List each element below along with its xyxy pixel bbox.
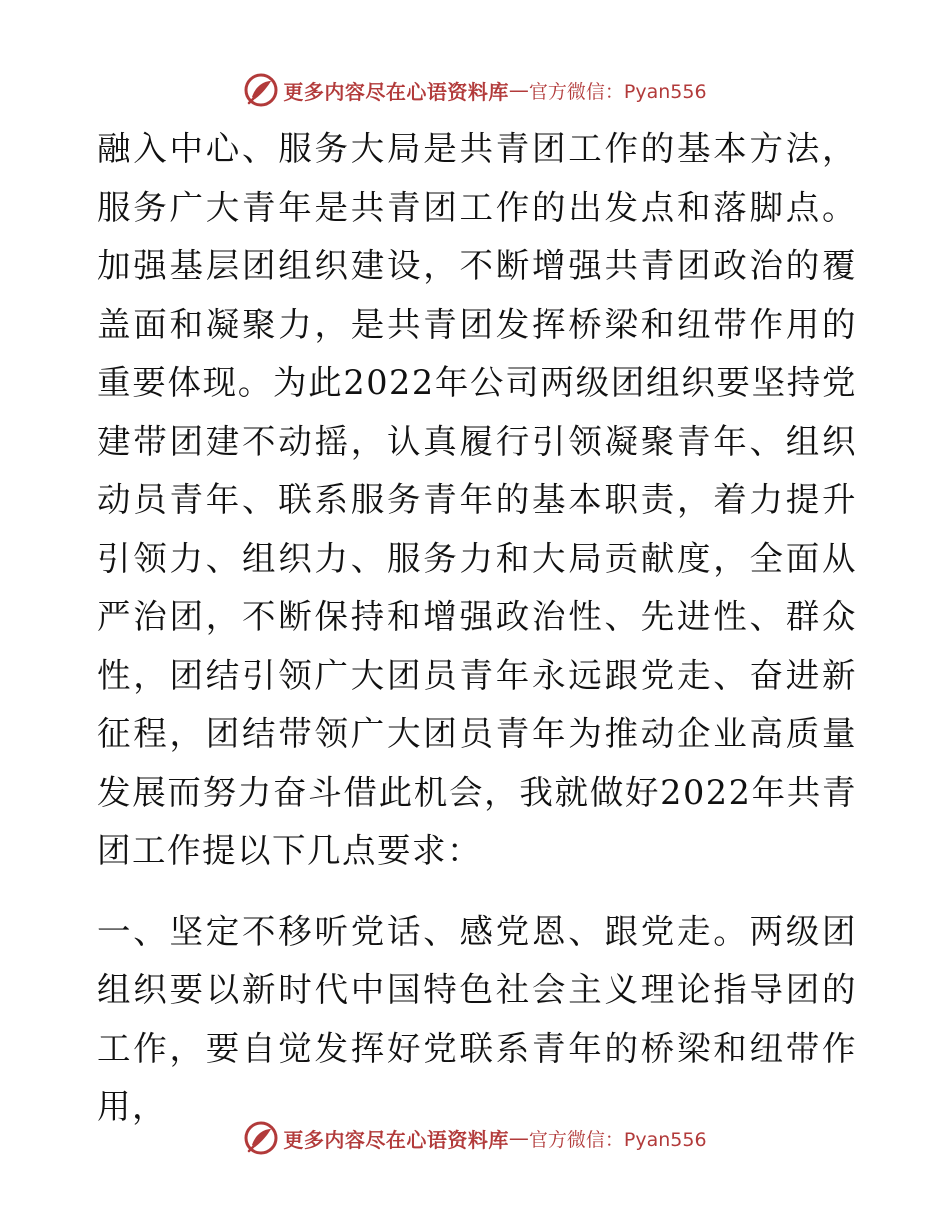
paragraph-intro: 融入中心、服务大局是共青团工作的基本方法，服务广大青年是共青团工作的出发点和落脚点。加强基层团组织建设，不断增强共青团政治的覆盖面和凝聚力，是共青团发挥桥梁和纽带作用的重要体现。为此2022年公司两级团组织要坚持党建带团建不动摇，认真履行引领凝聚青年、组织动员青年、联系服务青年的基本职责，着力提升引领力、组织力、服务力和大局贡献度，全面从严治团，不断保持和增强政治性、先进性、群众性，团结引领广大团员青年永远跟党走、奋进新征程，团结带领广大团员青年为推动企业高质量发展而努力奋斗借此机会，我就做好2022年共青团工作提以下几点要求： <box>97 129 857 870</box>
banner-separator: — <box>508 1126 529 1150</box>
header-banner <box>0 70 950 110</box>
banner-separator: — <box>508 78 529 102</box>
document-body <box>97 120 857 1137</box>
seal-logo-icon <box>243 72 279 108</box>
paragraph-spacer <box>97 881 857 903</box>
paragraph-section-one: 一、坚定不移听党话、感党恩、跟党走。两级团组织要以新时代中国特色社会主义理论指导团的工作，要自觉发挥好党联系青年的桥梁和纽带作用， <box>97 911 857 1126</box>
banner-wechat-text: 官方微信：Pyan556 <box>528 1128 707 1151</box>
banner-wechat-text: 官方微信：Pyan556 <box>528 80 707 103</box>
banner-main-text: 更多内容尽在心语资料库 <box>283 1127 509 1152</box>
banner-main-text: 更多内容尽在心语资料库 <box>283 79 509 104</box>
seal-logo-icon <box>243 1120 279 1156</box>
footer-banner <box>0 1118 950 1158</box>
